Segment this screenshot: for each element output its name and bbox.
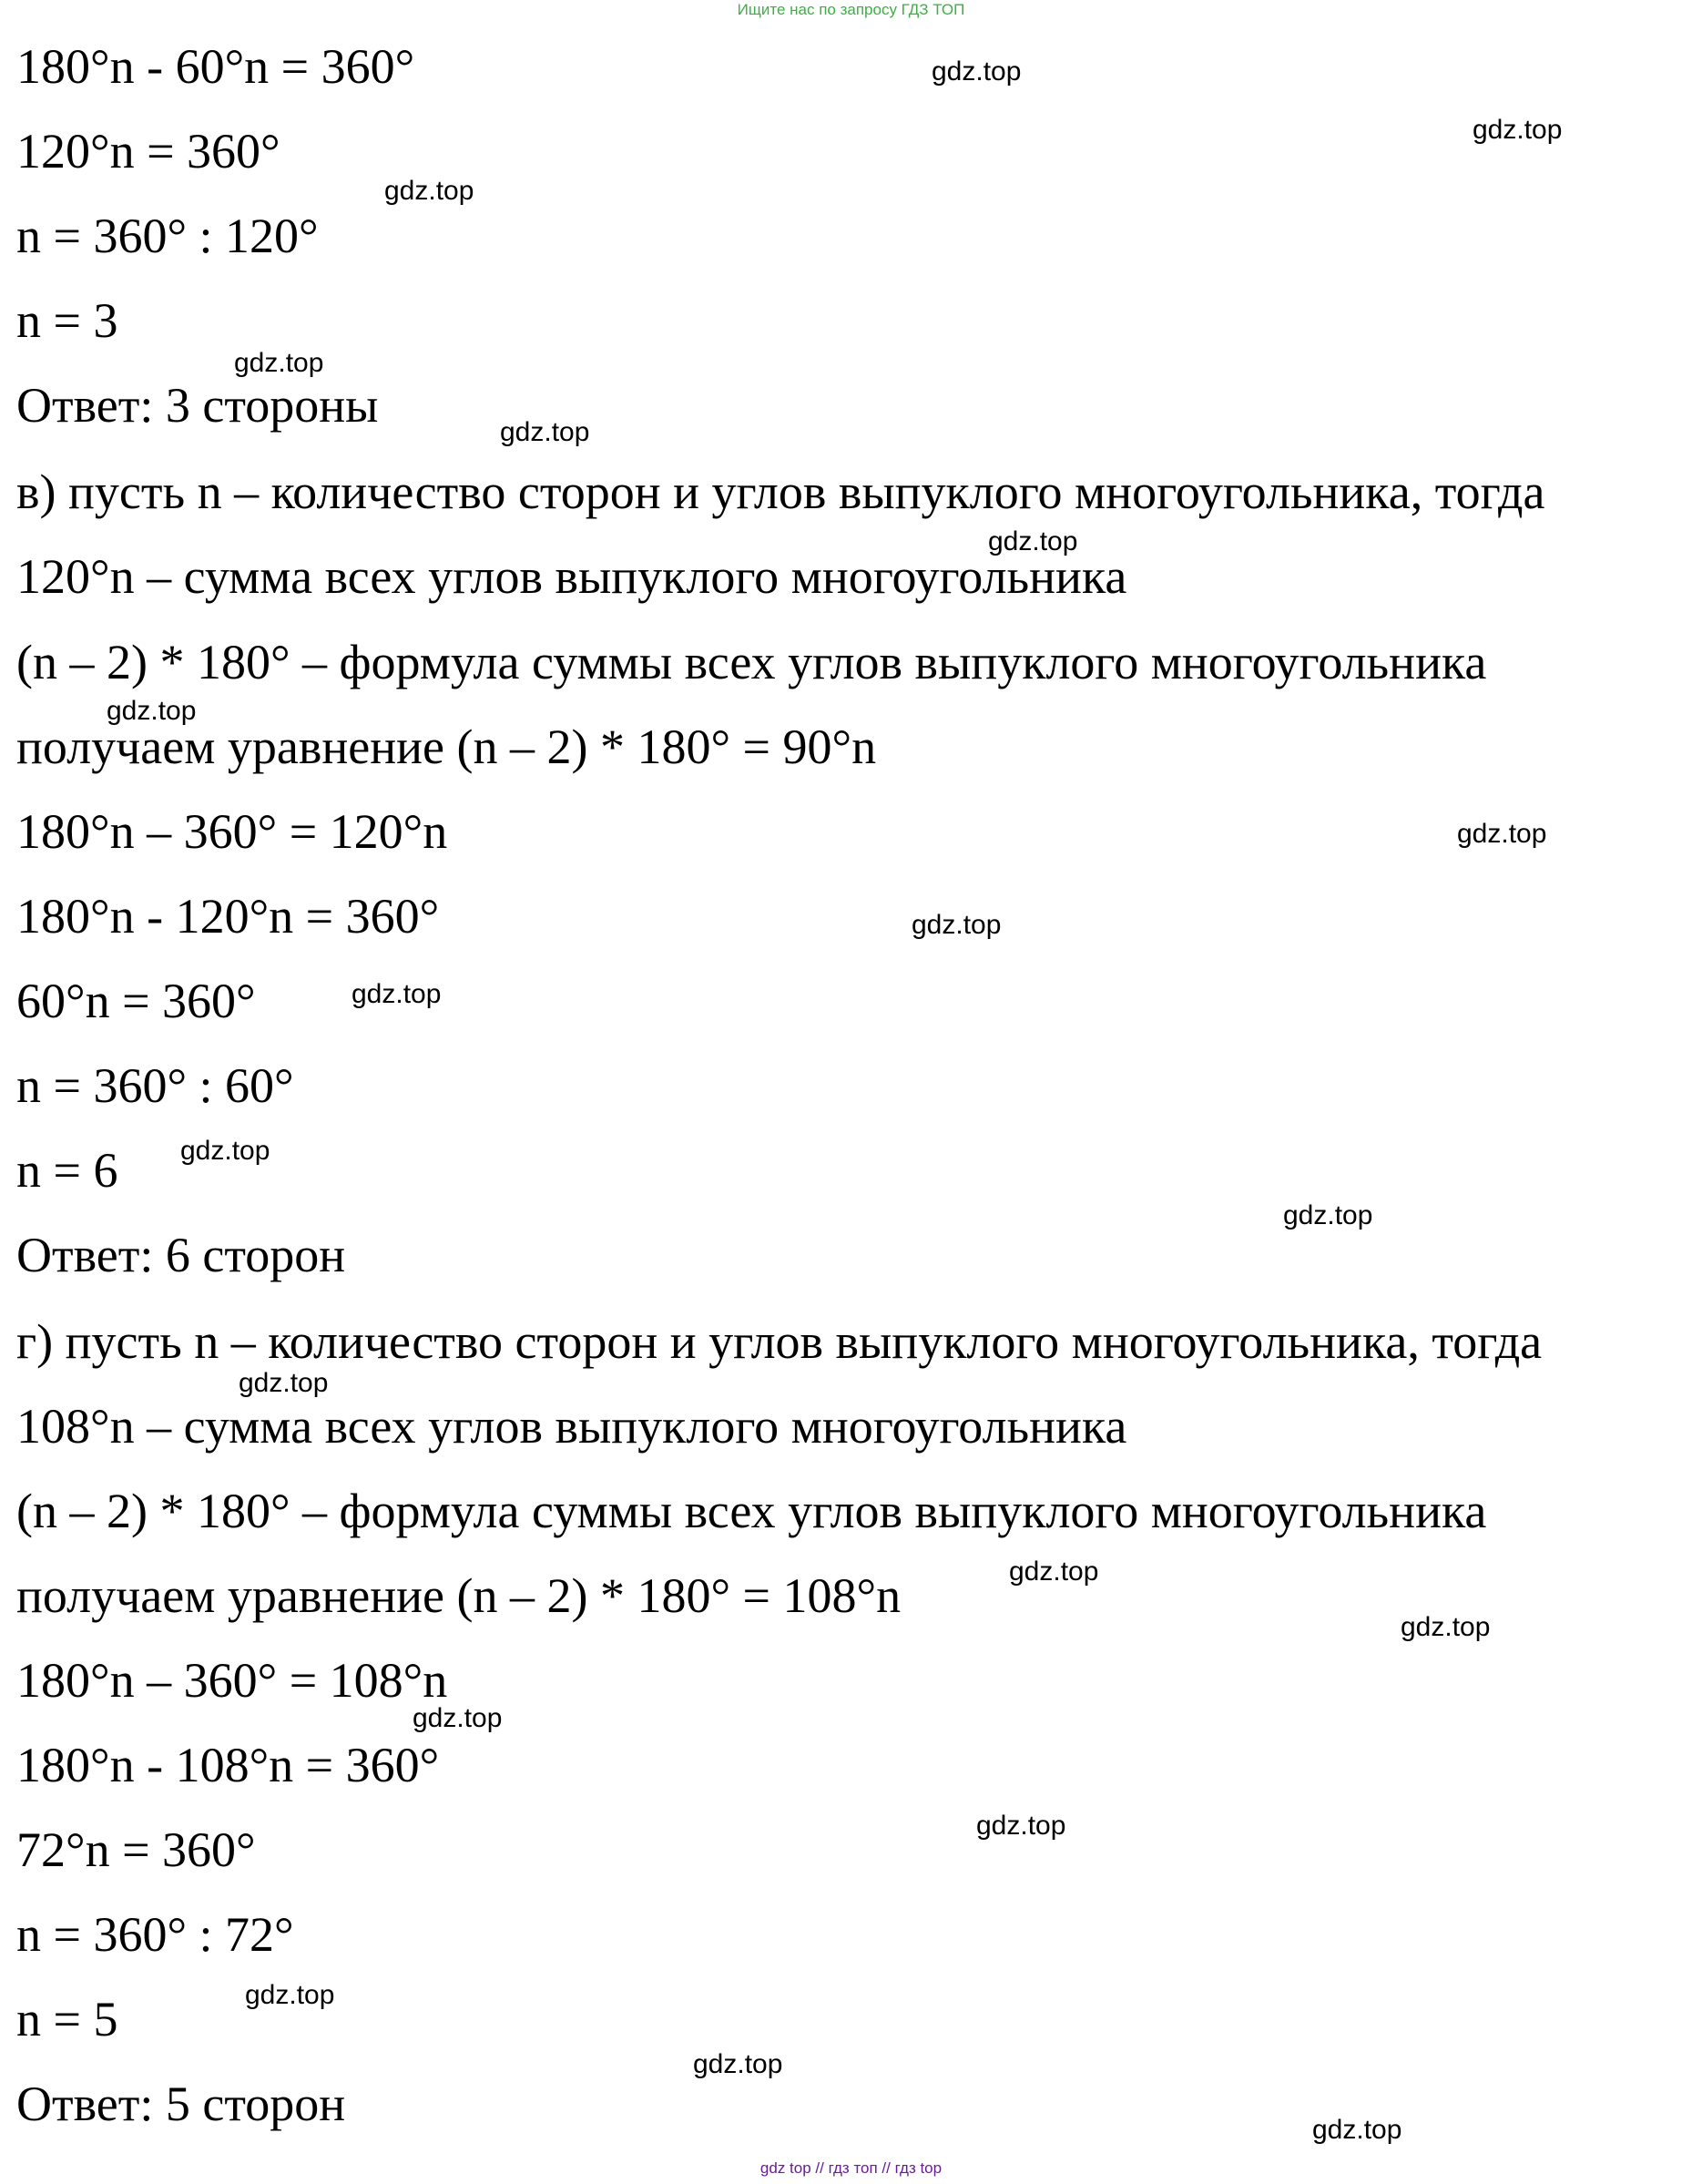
solution-line: 108°n – сумма всех углов выпуклого многоугольника (16, 1399, 1127, 1454)
solution-line: 180°n - 60°n = 360° (16, 39, 415, 94)
solution-line: получаем уравнение (n – 2) * 180° = 108°n (16, 1568, 902, 1623)
solution-line: n = 5 (16, 1992, 118, 2046)
watermark: gdz.top (239, 1368, 329, 1398)
solution-line: в) пусть n – количество сторон и углов выпуклого многоугольника, тогда (16, 464, 1545, 519)
solution-line: 72°n = 360° (16, 1822, 256, 1877)
watermark: gdz.top (245, 1980, 335, 2010)
solution-line: (n – 2) * 180° – формула суммы всех углов выпуклого многоугольника (16, 1484, 1487, 1538)
solution-line: г) пусть n – количество сторон и углов выпуклого многоугольника, тогда (16, 1314, 1543, 1369)
watermark: gdz.top (352, 979, 442, 1009)
solution-line: n = 360° : 72° (16, 1907, 294, 1962)
solution-line: 180°n – 360° = 120°n (16, 804, 448, 859)
answer-line: Ответ: 5 сторон (16, 2077, 346, 2131)
solution-line: 180°n - 108°n = 360° (16, 1738, 440, 1792)
solution-line: 120°n – сумма всех углов выпуклого многоугольника (16, 549, 1127, 604)
solution-line: 180°n – 360° = 108°n (16, 1653, 448, 1708)
solution-line: получаем уравнение (n – 2) * 180° = 90°n (16, 719, 877, 774)
watermark: gdz.top (500, 417, 590, 447)
watermark: gdz.top (976, 1811, 1066, 1841)
solution-line: n = 3 (16, 293, 118, 348)
footer-links[interactable]: gdz top // гдз топ // гдз top (759, 2159, 943, 2177)
solution-line: n = 360° : 120° (16, 209, 319, 263)
solution-line: 180°n - 120°n = 360° (16, 889, 440, 944)
watermark: gdz.top (180, 1136, 270, 1166)
solution-line: n = 6 (16, 1143, 118, 1198)
watermark: gdz.top (1401, 1612, 1491, 1642)
watermark: gdz.top (932, 56, 1022, 87)
watermark: gdz.top (1009, 1556, 1099, 1587)
watermark: gdz.top (988, 526, 1078, 556)
solution-line: (n – 2) * 180° – формула суммы всех углов выпуклого многоугольника (16, 635, 1487, 689)
watermark: gdz.top (1457, 819, 1547, 849)
solution-line: 60°n = 360° (16, 974, 256, 1028)
watermark: gdz.top (107, 696, 197, 726)
watermark: gdz.top (1473, 115, 1563, 145)
watermark: gdz.top (413, 1703, 503, 1733)
watermark: gdz.top (912, 910, 1002, 940)
top-banner: Ищите нас по запросу ГДЗ ТОП (737, 1, 965, 18)
watermark: gdz.top (384, 176, 474, 206)
watermark: gdz.top (234, 348, 324, 378)
solution-line: 120°n = 360° (16, 124, 280, 179)
watermark: gdz.top (1312, 2115, 1402, 2145)
watermark: gdz.top (693, 2049, 783, 2079)
solution-line: n = 360° : 60° (16, 1058, 294, 1113)
answer-line: Ответ: 3 стороны (16, 378, 379, 433)
watermark: gdz.top (1283, 1200, 1373, 1230)
answer-line: Ответ: 6 сторон (16, 1228, 346, 1282)
